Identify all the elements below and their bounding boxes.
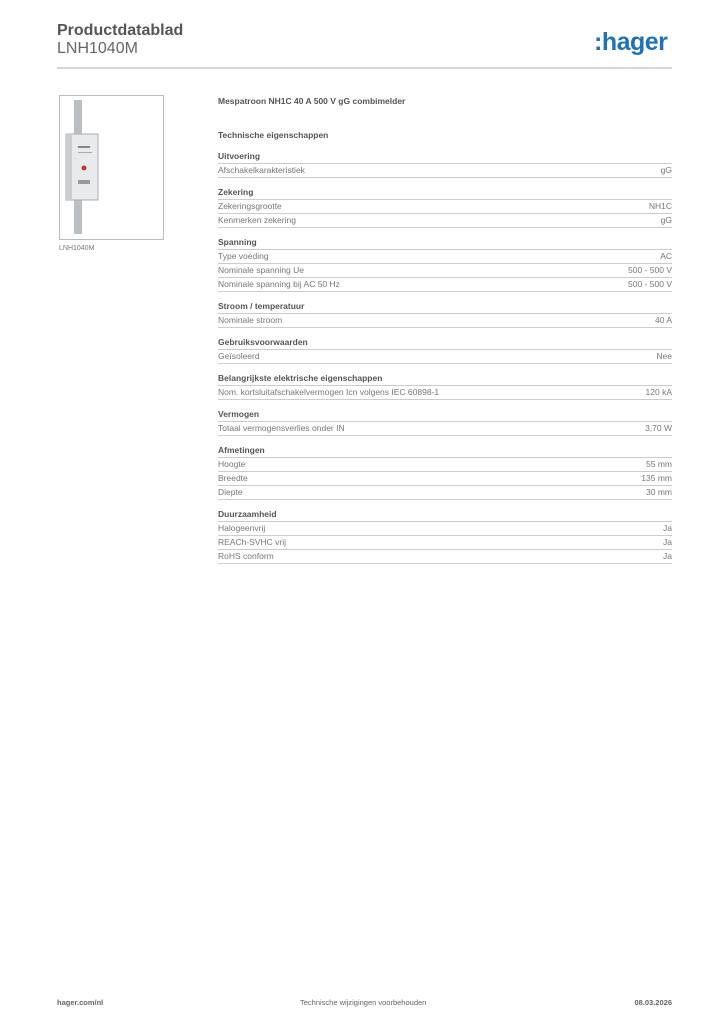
spec-label: Type voeding xyxy=(218,251,269,261)
product-name: Mespatroon NH1C 40 A 500 V gG combimelder xyxy=(218,96,406,106)
spec-row xyxy=(218,472,672,486)
spec-section xyxy=(218,236,672,292)
spec-value: 500 - 500 V xyxy=(628,279,672,289)
spec-section xyxy=(218,372,672,400)
product-sku: LNH1040M xyxy=(57,40,138,57)
spec-section xyxy=(218,336,672,364)
spec-section xyxy=(218,150,672,178)
spec-label: RoHS conform xyxy=(218,551,274,561)
spec-section xyxy=(218,186,672,228)
spec-row xyxy=(218,522,672,536)
spec-label: Nominale spanning bij AC 50 Hz xyxy=(218,279,340,289)
spec-section xyxy=(218,300,672,328)
spec-row xyxy=(218,536,672,550)
footer-website[interactable]: hager.com/nl xyxy=(57,998,104,1007)
spec-label: Nom. kortsluitafschakelvermogen Icn volgens IEC 60898-1 xyxy=(218,387,440,397)
section-title: Vermogen xyxy=(218,408,672,422)
header-divider xyxy=(57,67,672,69)
page-title: Productdatablad xyxy=(57,22,184,39)
spec-row xyxy=(218,550,672,564)
section-title: Afmetingen xyxy=(218,444,672,458)
spec-label: Nominale stroom xyxy=(218,315,283,325)
section-title: Belangrijkste elektrische eigenschappen xyxy=(218,372,672,386)
spec-label: Nominale spanning Ue xyxy=(218,265,304,275)
spec-value: 3,70 W xyxy=(645,423,672,433)
fuse-illustration xyxy=(60,96,163,239)
spec-row xyxy=(218,350,672,364)
spec-value: gG xyxy=(660,165,672,175)
spec-value: AC xyxy=(660,251,672,261)
spec-label: Breedte xyxy=(218,473,248,483)
spec-row xyxy=(218,200,672,214)
spec-content xyxy=(218,96,672,564)
spec-value: Ja xyxy=(663,537,672,547)
spec-value: 135 mm xyxy=(641,473,672,483)
hager-logo: :hager xyxy=(594,28,668,56)
section-title: Zekering xyxy=(218,186,672,200)
product-image xyxy=(59,95,164,240)
spec-value: Ja xyxy=(663,551,672,561)
spec-section xyxy=(218,408,672,436)
spec-value: 500 - 500 V xyxy=(628,265,672,275)
spec-label: REACh-SVHC vrij xyxy=(218,537,287,547)
spec-row xyxy=(218,214,672,228)
spec-value: 30 mm xyxy=(646,487,672,497)
footer-notice: Technische wijzigingen voorbehouden xyxy=(300,998,427,1007)
spec-section xyxy=(218,508,672,564)
spec-label: Halogeenvrij xyxy=(218,523,266,533)
spec-row xyxy=(218,314,672,328)
spec-label: Afschakelkarakteristiek xyxy=(218,165,305,175)
spec-label: Diepte xyxy=(218,487,243,497)
spec-row xyxy=(218,486,672,500)
spec-value: NH1C xyxy=(648,201,672,211)
spec-label: Kenmerken zekering xyxy=(218,215,296,225)
tech-heading: Technische eigenschappen xyxy=(218,130,329,140)
image-caption: LNH1040M xyxy=(59,245,95,252)
section-title: Stroom / temperatuur xyxy=(218,300,672,314)
spec-label: Geïsoleerd xyxy=(218,351,260,361)
spec-row xyxy=(218,264,672,278)
section-title: Gebruiksvoorwaarden xyxy=(218,336,672,350)
spec-section xyxy=(218,444,672,500)
spec-label: Zekeringsgrootte xyxy=(218,201,282,211)
section-title: Spanning xyxy=(218,236,672,250)
section-title: Duurzaamheid xyxy=(218,508,672,522)
spec-sections xyxy=(218,150,672,564)
spec-row xyxy=(218,164,672,178)
spec-row xyxy=(218,386,672,400)
spec-row xyxy=(218,422,672,436)
section-title: Uitvoering xyxy=(218,150,672,164)
spec-row xyxy=(218,250,672,264)
spec-value: 40 A xyxy=(654,315,672,325)
spec-value: Nee xyxy=(656,351,672,361)
spec-row xyxy=(218,278,672,292)
spec-label: Hoogte xyxy=(218,459,246,469)
spec-value: 55 mm xyxy=(646,459,672,469)
spec-row xyxy=(218,458,672,472)
spec-value: Ja xyxy=(663,523,672,533)
spec-label: Totaal vermogensverlies onder IN xyxy=(218,423,345,433)
footer-date: 08.03.2026 xyxy=(634,998,672,1007)
spec-value: gG xyxy=(660,215,672,225)
spec-value: 120 kA xyxy=(645,387,672,397)
